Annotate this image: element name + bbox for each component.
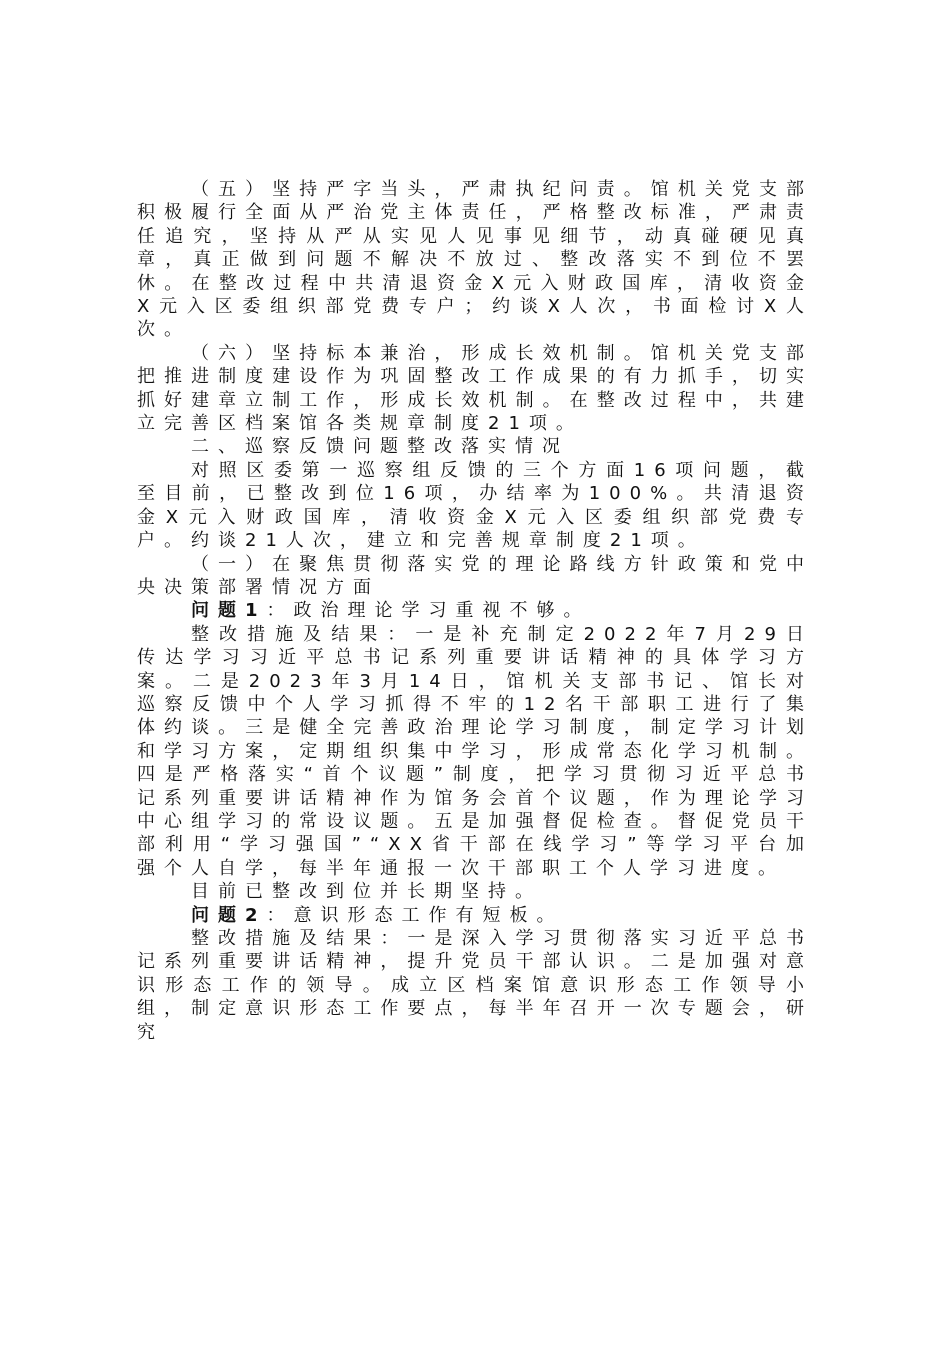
paragraph-subsection-1: （一）在聚焦贯彻落实党的理论路线方针政策和党中央决策部署情况方面 <box>137 553 813 598</box>
paragraph-section-6: （六）坚持标本兼治，形成长效机制。馆机关党支部把推进制度建设作为巩固整改工作成果的有力抓手，切实抓好建章立制工作，形成长效机制。在整改过程中，共建立完善区档案馆各类规章制度21项。 <box>137 342 813 435</box>
paragraph-measures-1: 整改措施及结果：一是补充制定2022年7月29日传达学习习近平总书记系列重要讲话精神的具体学习方案。二是2023年3月14日，馆机关支部书记、馆长对巡察反馈中个人学习抓得不牢的12名干部职工进行了集体约谈。三是健全完善政治理论学习制度，制定学习计划和学习方案，定期组织集中学习，形成常态化学习机制。四是严格落实“首个议题”制度，把学习贯彻习近平总书记系列重要讲话精神作为馆务会首个议题，作为理论学习中心组学习的常设议题。五是加强督促检查。督促党员干部利用“学习强国”“XX省干部在线学习”等学习平台加强个人自学，每半年通报一次干部职工个人学习进度。 <box>137 623 813 879</box>
section-heading-2: 二、巡察反馈问题整改落实情况 <box>191 436 569 458</box>
problem-1-label: 问题1 <box>191 600 267 622</box>
document-body <box>137 178 813 1044</box>
problem-1-line <box>137 599 813 622</box>
problem-2-line <box>137 904 813 927</box>
paragraph-measures-2: 整改措施及结果：一是深入学习贯彻落实习近平总书记系列重要讲话精神，提升党员干部认识。二是加强对意识形态工作的领导。成立区档案馆意识形态工作领导小组，制定意识形态工作要点，每半年召开一次专题会，研究 <box>137 928 813 1043</box>
problem-2-text: ：意识形态工作有短板。 <box>266 904 564 926</box>
paragraph-status-1: 目前已整改到位并长期坚持。 <box>191 881 542 903</box>
paragraph-summary: 对照区委第一巡察组反馈的三个方面16项问题，截至目前，已整改到位16项，办结率为100%。共清退资金X元入财政国库，清收资金X元入区委组织部党费专户。约谈21人次，建立和完善规章制度21项。 <box>137 459 813 552</box>
problem-1-text: ：政治理论学习重视不够。 <box>266 600 591 622</box>
paragraph-section-5: （五）坚持严字当头，严肃执纪问责。馆机关党支部积极履行全面从严治党主体责任，严格整改标准，严肃责任追究，坚持从严从实见人见事见细节，动真碰硬见真章，真正做到问题不解决不放过、整改落实不到位不罢休。在整改过程中共清退资金X元入财政国库，清收资金X元入区委组织部党费专户；约谈X人次，书面检讨X人次。 <box>137 179 813 341</box>
problem-2-label: 问题2 <box>191 904 267 926</box>
